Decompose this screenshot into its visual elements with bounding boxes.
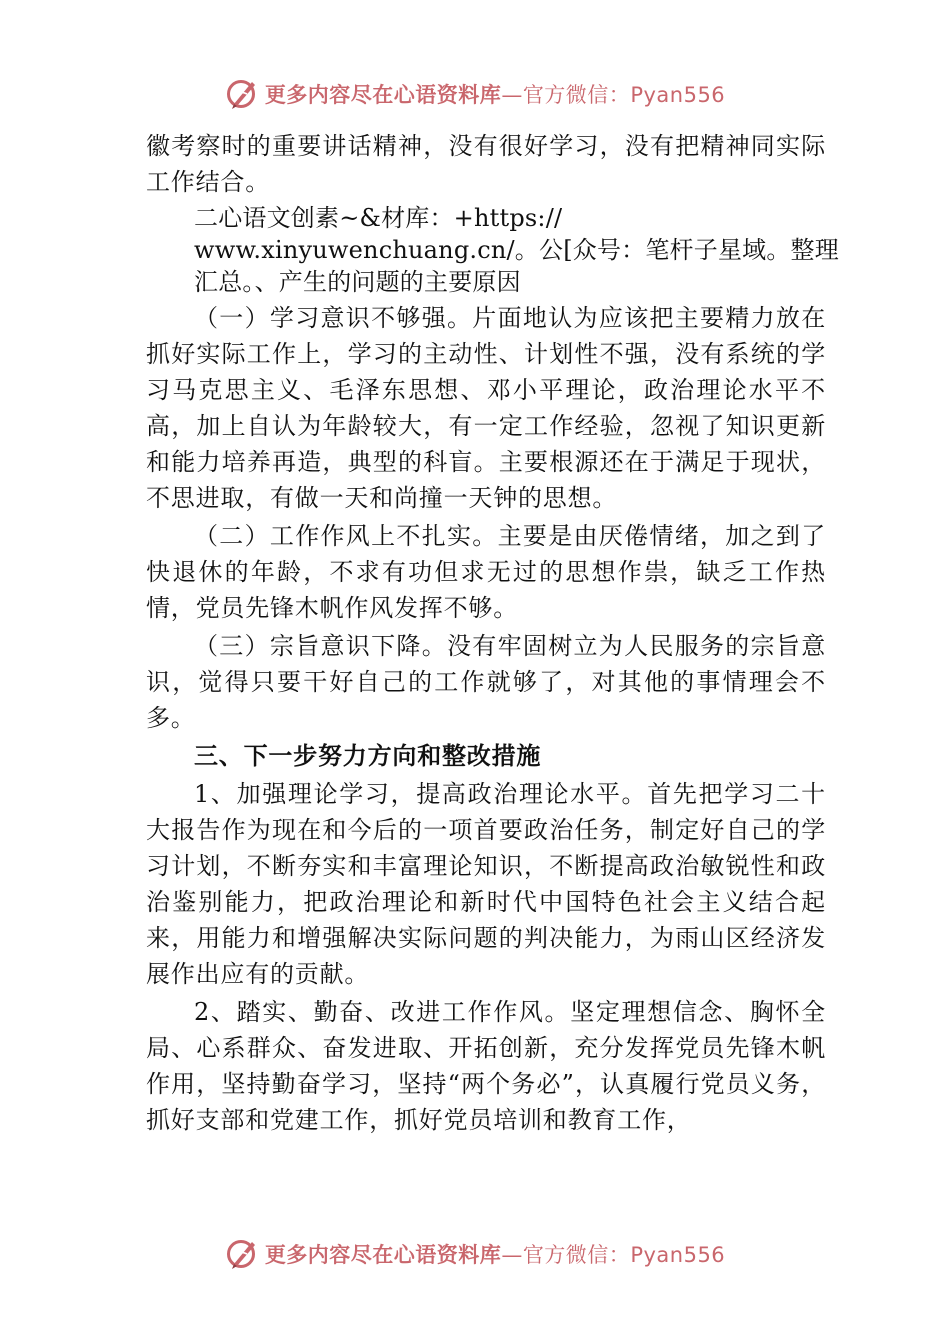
source-line-3: 汇总。、产生的问题的主要原因 bbox=[194, 268, 521, 296]
source-line-1: 二心语文创素~&材库：+https:// bbox=[194, 204, 563, 232]
header-wechat-label: 官方微信： bbox=[522, 83, 631, 107]
footer-wechat-label: 官方微信： bbox=[522, 1243, 631, 1267]
source-note bbox=[194, 202, 839, 298]
pen-circle-logo-icon bbox=[225, 1237, 259, 1271]
paragraph-continued: 徽考察时的重要讲话精神，没有很好学习，没有把精神同实际工作结合。 bbox=[146, 132, 826, 196]
header-wechat-id: Pyan556 bbox=[630, 83, 726, 107]
footer-brand: 更多内容尽在心语资料库 bbox=[264, 1243, 502, 1267]
cause-paragraph-1: （一）学习意识不够强。片面地认为应该把主要精力放在抓好实际工作上，学习的主动性、计划性不强，没有系统的学习马克思主义、毛泽东思想、邓小平理论，政治理论水平不高，加上自认为年龄较大，有一定工作经验，忽视了知识更新和能力培养再造，典型的科盲。主要根源还在于满足于现状，不思进取，有做一天和尚撞一天钟的思想。 bbox=[146, 304, 826, 512]
footer-wechat-id: Pyan556 bbox=[630, 1243, 726, 1267]
footer-banner bbox=[0, 1232, 950, 1276]
footer-separator: — bbox=[501, 1243, 523, 1267]
header-text bbox=[265, 79, 725, 109]
section-heading: 三、下一步努力方向和整改措施 bbox=[194, 741, 542, 770]
footer-text bbox=[265, 1239, 725, 1269]
cause-paragraph-2: （二）工作作风上不扎实。主要是由厌倦情绪，加之到了快退休的年龄，不求有功但求无过的思想作祟，缺乏工作热情，党员先锋木帆作风发挥不够。 bbox=[146, 522, 826, 622]
pen-circle-logo-icon bbox=[225, 77, 259, 111]
cause-paragraph-3: （三）宗旨意识下降。没有牢固树立为人民服务的宗旨意识，觉得只要干好自己的工作就够了，对其他的事情理会不多。 bbox=[146, 632, 826, 732]
source-line-2: www.xinyuwenchuang.cn/。公[众号：笔杆子星域。整理 bbox=[194, 236, 839, 264]
document-body bbox=[146, 128, 839, 1140]
header-banner bbox=[0, 72, 950, 116]
measure-paragraph-1: 1、加强理论学习，提高政治理论水平。首先把学习二十大报告作为现在和今后的一项首要政治任务，制定好自己的学习计划，不断夯实和丰富理论知识，不断提高政治敏锐性和政治鉴别能力，把政治理论和新时代中国特色社会主义结合起来，用能力和增强解决实际问题的判决能力，为雨山区经济发展作出应有的贡献。 bbox=[146, 780, 826, 988]
measure-paragraph-2: 2、踏实、勤奋、改进工作作风。坚定理想信念、胸怀全局、心系群众、奋发进取、开拓创新，充分发挥党员先锋木帆作用，坚持勤奋学习，坚持“两个务必”，认真履行党员义务，抓好支部和党建工作，抓好党员培训和教育工作， bbox=[146, 998, 826, 1134]
header-separator: — bbox=[501, 83, 523, 107]
header-brand: 更多内容尽在心语资料库 bbox=[264, 83, 502, 107]
